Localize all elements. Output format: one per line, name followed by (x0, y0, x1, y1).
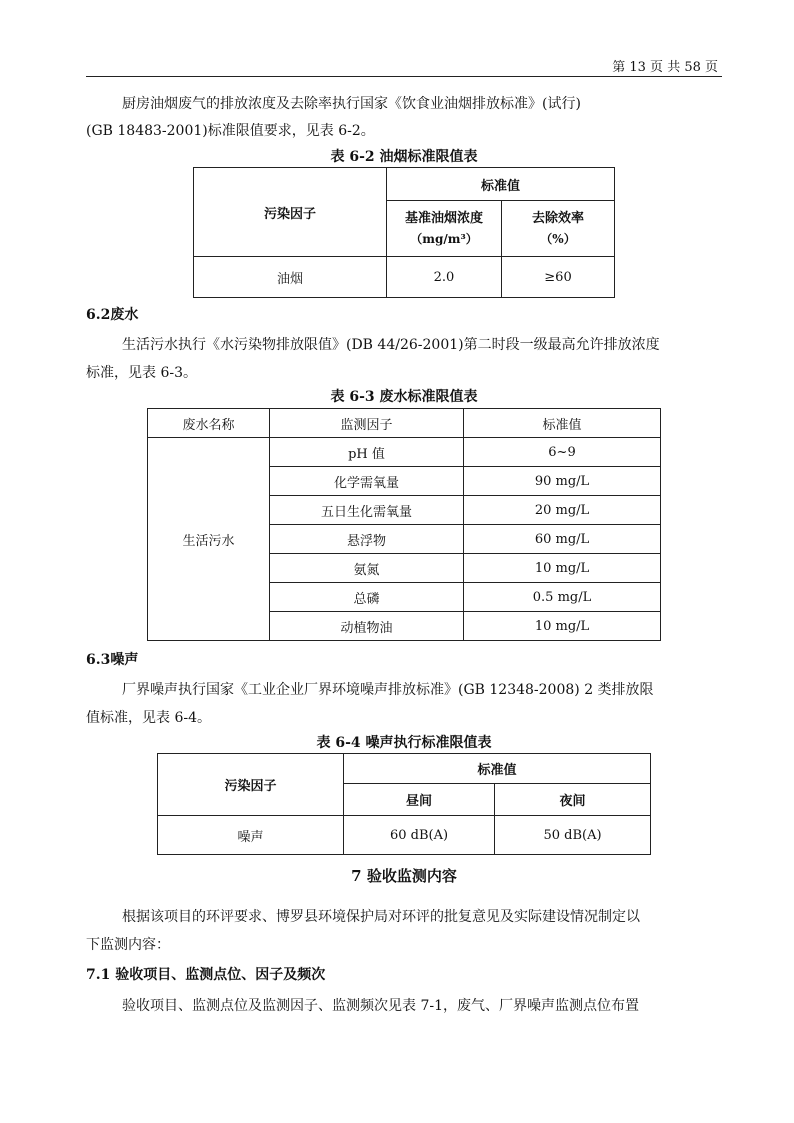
cell-value: 0.5 mg/L (464, 583, 661, 612)
cell-concentration: 2.0 (387, 257, 502, 298)
paragraph-line: 下监测内容： (86, 937, 170, 953)
header-factor: 污染因子 (158, 754, 344, 816)
cell-factor: 总磷 (270, 583, 464, 612)
cell-value: 6~9 (464, 438, 661, 467)
paragraph-line: 根据该项目的环评要求、博罗县环境保护局对环评的批复意见及实际建设情况制定以 (122, 909, 640, 925)
paragraph-line: 验收项目、监测点位及监测因子、监测频次见表 7-1，废气、厂界噪声监测点位布置 (122, 998, 639, 1014)
cell-value: 90 mg/L (464, 467, 661, 496)
cell-factor: 油烟 (194, 257, 387, 298)
cell-factor: 悬浮物 (270, 525, 464, 554)
cell-value: 20 mg/L (464, 496, 661, 525)
header-removal-rate: 去除效率 （%） (502, 201, 615, 257)
paragraph-line: 值标准，见表 6-4。 (86, 710, 211, 726)
cell-factor: pH 值 (270, 438, 464, 467)
header-nighttime: 夜间 (495, 784, 651, 816)
subsection-heading: 7.1 验收项目、监测点位、因子及频次 (86, 967, 326, 983)
cell-factor: 氨氮 (270, 554, 464, 583)
noise-standard-table (157, 753, 651, 855)
header-monitoring-factor: 监测因子 (270, 409, 464, 438)
cell-factor: 化学需氧量 (270, 467, 464, 496)
header-concentration: 基准油烟浓度 （mg/m³） (387, 201, 502, 257)
chapter-title: 7 验收监测内容 (351, 867, 457, 885)
paragraph-line: (GB 18483-2001)标准限值要求，见表 6-2。 (86, 123, 375, 139)
header-standard: 标准值 (344, 754, 651, 784)
paragraph-line: 标准，见表 6-3。 (86, 365, 197, 381)
cell-value: 10 mg/L (464, 554, 661, 583)
section-heading: 6.3噪声 (86, 652, 139, 668)
wastewater-standard-table (147, 408, 661, 641)
cell-night: 50 dB(A) (495, 816, 651, 855)
section-heading: 6.2废水 (86, 307, 139, 323)
header-factor: 污染因子 (194, 168, 387, 257)
cell-value: 60 mg/L (464, 525, 661, 554)
cell-factor: 噪声 (158, 816, 344, 855)
header-wastewater-name: 废水名称 (148, 409, 270, 438)
header-standard: 标准值 (464, 409, 661, 438)
oil-fume-standard-table (193, 167, 615, 298)
cell-rate: ≥60 (502, 257, 615, 298)
header-daytime: 昼间 (344, 784, 495, 816)
table-caption: 表 6-4 噪声执行标准限值表 (316, 735, 492, 751)
table-row (158, 816, 651, 855)
table-row (148, 438, 661, 467)
page-header (86, 56, 722, 77)
table-row (194, 257, 615, 298)
cell-factor: 五日生化需氧量 (270, 496, 464, 525)
cell-value: 10 mg/L (464, 612, 661, 641)
cell-day: 60 dB(A) (344, 816, 495, 855)
table-caption: 表 6-2 油烟标准限值表 (330, 149, 478, 165)
cell-group-domestic-sewage: 生活污水 (148, 438, 270, 641)
cell-factor: 动植物油 (270, 612, 464, 641)
table-caption: 表 6-3 废水标准限值表 (330, 389, 478, 405)
page-number: 第 13 页 共 58 页 (612, 60, 718, 75)
paragraph-line: 生活污水执行《水污染物排放限值》(DB 44/26-2001)第二时段一级最高允许排放浓度 (122, 337, 660, 353)
paragraph-line: 厂界噪声执行国家《工业企业厂界环境噪声排放标准》(GB 12348-2008) 2 类排放限 (122, 682, 654, 698)
paragraph-line: 厨房油烟废气的排放浓度及去除率执行国家《饮食业油烟排放标准》(试行) (122, 96, 581, 112)
header-standard: 标准值 (387, 168, 615, 201)
